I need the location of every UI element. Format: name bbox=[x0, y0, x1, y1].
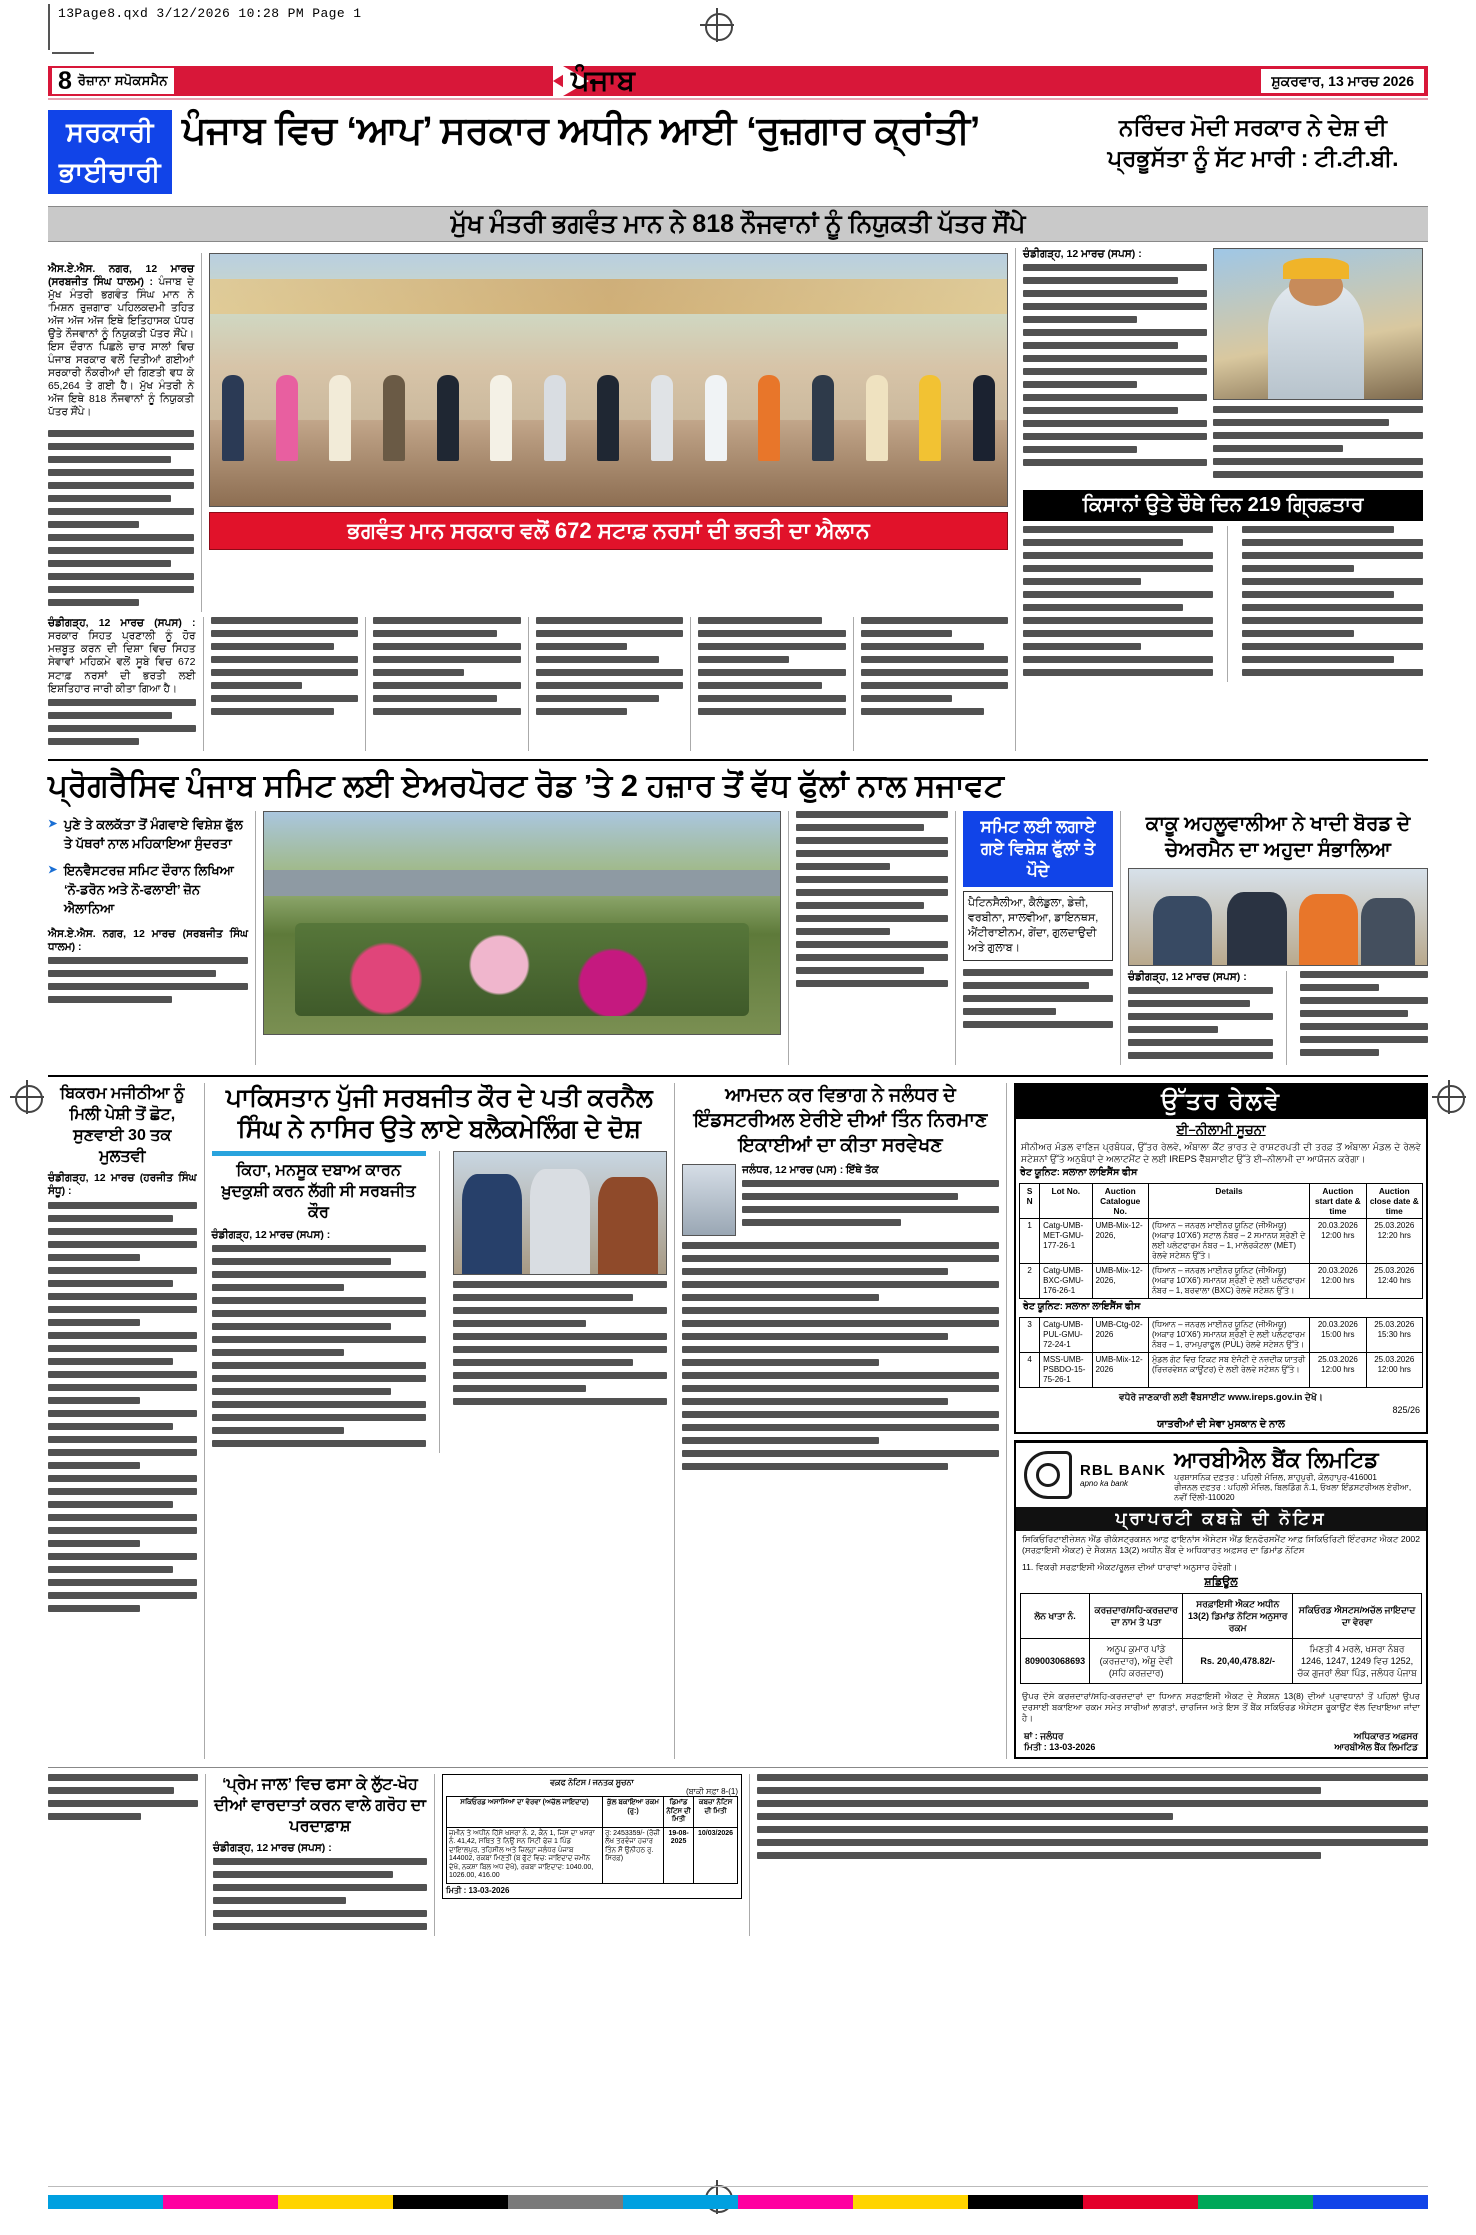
main-body-columns bbox=[48, 248, 1428, 751]
bank-col-borrower: ਕਰਜ਼ਦਾਰ/ਸਹਿ-ਕਰਜ਼ਦਾਰ ਦਾ ਨਾਮ ਤੇ ਪਤਾ bbox=[1090, 1594, 1183, 1639]
tender-col-start: Auction start date & time bbox=[1310, 1184, 1366, 1219]
table-row bbox=[1020, 1219, 1423, 1264]
red-banner-headline: ਭਗਵੰਤ ਮਾਨ ਸਰਕਾਰ ਵਲੋਂ 672 ਸਟਾਫ਼ ਨਰਸਾਂ ਦੀ ਭਰਤੀ ਦਾ ਐਲਾਨ bbox=[209, 512, 1008, 550]
bank-cell-account: 809003068693 bbox=[1021, 1639, 1090, 1684]
tender-cell-close: 25.03.2026 15:30 hrs bbox=[1366, 1318, 1422, 1353]
section-tag-line2: ਭਾਈਚਾਰੀ bbox=[58, 157, 162, 187]
color-patch-1 bbox=[163, 2195, 278, 2209]
kaku-photo bbox=[1128, 868, 1428, 966]
right-sidebar bbox=[1023, 248, 1423, 751]
kaku-headline: ਕਾਕੂ ਅਹਲੂਵਾਲੀਆ ਨੇ ਖਾਦੀ ਬੋਰਡ ਦੇ ਚੇਅਰਮੈਨ ਦਾ ਅਹੁਦਾ ਸੰਭਾਲਿਆ bbox=[1145, 813, 1411, 861]
tender-ref: 825/26 bbox=[1392, 1405, 1420, 1416]
tender-cell-details: (ਧਿਆਨ – ਜਨਰਲ ਮਾਈਨਰ ਯੂਨਿਟ (ਜੀਐਮਯੂ) (ਅਕਾਰ 10'X6') ਸਮਾਨਯ ਸ਼੍ਰੇਣੀ ਦੇ ਲਈ ਪਲੇਟਫਾਰਮ ਨੰਬਰ – 1, ਰਾਮਪੁਰਾਫੂਲ (PUL) ਰੇਲਵੇ ਸਟੇਸ਼ਨ ਉੱਤੇ। bbox=[1148, 1318, 1309, 1353]
tender-cell-start: 25.03.2026 12:00 hrs bbox=[1310, 1353, 1366, 1388]
color-patch-10 bbox=[1198, 2195, 1313, 2209]
lead-photo-wrap bbox=[209, 253, 1008, 612]
bank-header-row bbox=[1021, 1594, 1422, 1639]
registration-mark-top bbox=[700, 8, 734, 42]
tender-cell-cat: UMB-Mix-12-2026, bbox=[1092, 1264, 1148, 1299]
page-number: 8 bbox=[58, 66, 72, 95]
lead-lower-col-2 bbox=[211, 617, 359, 751]
incometax-story bbox=[682, 1083, 999, 1759]
premjal-headline: ‘ਪ੍ਰੇਮ ਜਾਲ’ ਵਿਚ ਫਸਾ ਕੇ ਲੁੱਟ-ਖੋਹ ਦੀਆਂ ਵਾਰਦਾਤਾਂ ਕਰਨ ਵਾਲੇ ਗਰੋਹ ਦਾ ਪਰਦਾਫ਼ਾਸ਼ bbox=[214, 1776, 426, 1836]
tender-cell-sn: 3 bbox=[1020, 1318, 1040, 1353]
classified-cell-asset: ਜ਼ਮੀਨ ਤੇ ਅਧੀਨ ਹਿੱਸੇ ਖਸਰਾ ਨੰ. 2, ਕੈਨ 1, ਜਿਸ ਦਾ ਖਸਰਾ ਨੰ. 41,42, ਸਥਿਤ ਤੇ ਨਿਉਂ ਸਨ ਸਿਟੀ ਫੇਜ਼ 1 ਪਿੰਡ ਦਾਇਾਲਪੁਰ, ਤਹਿਸੀਲ ਅਤੇ ਜ਼ਿਲ੍ਹਾ ਜਲੰਧਰ ਪੰਜਾਬ 144002, ਰਕਬਾ ਮਿਣਤੀ (ਬ ਫੁੱਟ ਵਿਚ: ਜਾਇਦਾਦ ਜ਼ਮੀਨ ਦੇਖੋ, ਨਕਸ਼ਾ ਬਿਲ ਅਧ ਦੇਖੋ), ਰਕਬਾ ਜਾਇਦਾਦ: 1040.00, 1026.00, 416.00 bbox=[447, 1827, 603, 1883]
tender-header-row bbox=[1020, 1184, 1423, 1219]
incometax-photo bbox=[682, 1164, 736, 1236]
summit-bullet-1: ➤ ਇਨਵੈਸਟਰਜ਼ ਸਮਿਟ ਦੌਰਾਨ ਲਿਖਿਆ ‘ਨੋ-ਡਰੋਨ ਅਤੇ ਨੋ-ਫਲਾਈ’ ਜ਼ੋਨ ਐਲਾਨਿਆ bbox=[48, 861, 248, 918]
color-patch-0 bbox=[48, 2195, 163, 2209]
summit-photo-wrap bbox=[263, 811, 781, 1065]
summit-dateline: ਐਸ.ਏ.ਐਸ. ਨਗਰ, 12 ਮਾਰਚ (ਸਰਬਜੀਤ ਸਿੰਘ ਧਾਲਮ) : bbox=[48, 928, 248, 954]
tender-cell-cat: UMB-Ctg-02-2026 bbox=[1092, 1318, 1148, 1353]
crop-mark-top-left bbox=[52, 52, 94, 54]
majithia-story bbox=[48, 1083, 197, 1759]
majithia-headline: ਬਿਕਰਮ ਮਜੀਠੀਆ ਨੂੰ ਮਿਲੀ ਪੇਸ਼ੀ ਤੋਂ ਛੋਟ, ਸੁਣਵਾਈ 30 ਤਕ ਮੁਲਤਵੀ bbox=[60, 1085, 185, 1166]
tender-cell-cat: UMB-Mix-12-2026 bbox=[1092, 1353, 1148, 1388]
newspaper-page bbox=[48, 58, 1428, 2168]
lead-photo-people bbox=[222, 375, 995, 461]
bank-amount-value: 20,40,478.82/- bbox=[1216, 1656, 1276, 1667]
secondary-headline: ਨਰਿੰਦਰ ਮੋਦੀ ਸਰਕਾਰ ਨੇ ਦੇਸ਼ ਦੀ ਪ੍ਰਭੂਸੱਤਾ ਨੂੰ ਸੱਟ ਮਾਰੀ : ਟੀ.ਟੀ.ਬੀ. bbox=[1107, 114, 1399, 171]
right-dateline: ਚੰਡੀਗੜ੍ਹ, 12 ਮਾਰਚ (ਸਪਸ) : bbox=[1023, 248, 1142, 260]
lead-filler-lines bbox=[48, 430, 194, 606]
pakistan-photo bbox=[453, 1151, 668, 1275]
classified-ad bbox=[442, 1774, 742, 1936]
summit-box-col bbox=[963, 811, 1113, 1065]
classified-col-possession: ਕਬਜ਼ਾ ਨੋਟਿਸ ਦੀ ਮਿਤੀ bbox=[694, 1797, 738, 1828]
registration-mark-left bbox=[10, 1080, 44, 1114]
classified-title: ਵਕ਼ਫ ਨੋਟਿਸ / ਜਨਤਕ ਸੂਚਨਾ bbox=[550, 1778, 634, 1788]
color-patch-6 bbox=[738, 2195, 853, 2209]
adverts-column bbox=[1014, 1083, 1428, 1759]
bank-signature-row bbox=[1016, 1727, 1426, 1757]
classified-cell-amount: ਰੁ: 2453359/- (ਰੋਜ਼ੀ ਲੱਖ ਤਰਵੰਜਾ ਹਜ਼ਾਰ ਤਿੰਨ ਸੌ ਉਨੀਹਠ ਰੁ. ਸਿਰਫ਼) bbox=[602, 1827, 663, 1883]
tender-table bbox=[1019, 1183, 1423, 1299]
bank-sign-org: ਆਰਬੀਐਲ ਬੈਂਕ ਲਿਮਟਿਡ bbox=[1334, 1742, 1418, 1753]
tender-col-close: Auction close date & time bbox=[1366, 1184, 1422, 1219]
table-row bbox=[1021, 1639, 1422, 1684]
lead-dateline: ਐਸ.ਏ.ਐਸ. ਨਗਰ, 12 ਮਾਰਚ (ਸਰਬਜੀਤ ਸਿੰਘ ਧਾਲਮ) : bbox=[48, 264, 194, 289]
summit-row bbox=[48, 811, 1428, 1065]
tender-cell-close: 25.03.2026 12:20 hrs bbox=[1366, 1219, 1422, 1264]
tender-footer-line: ਵਧੇਰੇ ਜਾਣਕਾਰੀ ਲਈ ਵੈੱਬਸਾਈਟ www.ireps.gov.in ਦੇਖੋ। bbox=[1119, 1392, 1323, 1403]
tender-cell-lot: Catg-UMB-BXC-GMU-176-26-1 bbox=[1040, 1264, 1092, 1299]
rbl-bank-ad bbox=[1014, 1440, 1428, 1759]
incometax-photo-col bbox=[682, 1164, 736, 1236]
summit-bullet-0: ➤ ਪੁਣੇ ਤੇ ਕਲਕੱਤਾ ਤੋਂ ਮੰਗਵਾਏ ਵਿਸ਼ੇਸ਼ ਫੁੱਲ ਤੇ ਪੱਥਰਾਂ ਨਾਲ ਮਹਿਕਾਇਆ ਸੁੰਦਰਤਾ bbox=[48, 815, 248, 853]
tender-cell-details: ਮੁੰਡਲ ਗੇਟ ਵਿਚ ਟਿਕਟ ਸਬ ਏਜੰਟੀ ਦੇ ਨਜ਼ਦੀਕ ਯਾਤਰੀ (ਰਿਜ਼ਰਵੇਸ਼ਨ ਕਾਊਂਟਰ) ਦੇ ਲਈ ਰੇਲਵੇ ਸਟੇਸ਼ਨ ਉੱਤੇ। bbox=[1148, 1353, 1309, 1388]
top-headline-zone bbox=[48, 108, 1428, 200]
masthead bbox=[48, 58, 1428, 102]
tender-cell-start: 20.03.2026 12:00 hrs bbox=[1310, 1264, 1366, 1299]
color-patch-5 bbox=[623, 2195, 738, 2209]
tender-title: ਉੱਤਰ ਰੇਲਵੇ bbox=[1016, 1085, 1426, 1119]
pakistan-subhead: ਕਿਹਾ, ਮਨਸੂਕ ਦਬਾਅ ਕਾਰਨ ਖ਼ੁਦਕੁਸ਼ੀ ਕਰਨ ਲੱਗੀ ਸੀ ਸਰਬਜੀਤ ਕੌਰ bbox=[221, 1162, 416, 1222]
classified-sign-date: ਮਿਤੀ : 13-03-2026 bbox=[446, 1885, 510, 1895]
printer-slug: 13Page8.qxd 3/12/2026 10:28 PM Page 1 bbox=[58, 6, 362, 21]
lead-body: ਪੰਜਾਬ ਦੇ ਮੁੱਖ ਮੰਤਰੀ ਭਗਵੰਤ ਸਿੰਘ ਮਾਨ ਨੇ ‘ਮਿਸ਼ਨ ਰੁਜ਼ਗਾਰ’ ਪਹਿਲਕਦਮੀ ਤਹਿਤ ਅੱਜ ਅੱਜ ਅੱਜ ਇਥੇ ਇਤਿਹਾਸਕ ਪੱਧਰ ਉਤੇ ਨੌਜਵਾਨਾਂ ਨੂੰ ਨਿਯੁਕਤੀ ਪੱਤਰ ਸੌਂਪੇ। ਇਸ ਦੌਰਾਨ ਪਿਛਲੇ ਚਾਰ ਸਾਲਾਂ ਵਿਚ ਪੰਜਾਬ ਸਰਕਾਰ ਵਲੋਂ ਦਿਤੀਆਂ ਗਈਆਂ ਸਰਕਾਰੀ ਨੌਕਰੀਆਂ ਦੀ ਗਿਣਤੀ ਵਧ ਕੇ 65,264 ਤੇ ਗਈ ਹੈ। ਮੁੱਖ ਮੰਤਰੀ ਨੇ ਅੱਜ ਇਥੇ 818 ਨੌਜਵਾਨਾਂ ਨੂੰ ਨਿਯੁਕਤੀ ਪੱਤਰ ਸੌਂਪੇ। bbox=[48, 277, 194, 419]
summit-box-title: ਸਮਿਟ ਲਈ ਲਗਾਏ ਗਏ ਵਿਸ਼ੇਸ਼ ਫੁੱਲਾਂ ਤੇ ਪੌਦੇ bbox=[963, 811, 1113, 887]
tender-cell-close: 25.03.2026 12:40 hrs bbox=[1366, 1264, 1422, 1299]
bank-name-punjabi: ਆਰਬੀਐਲ ਬੈਂਕ ਲਿਮਟਿਡ bbox=[1174, 1447, 1379, 1473]
tender-cell-sn: 4 bbox=[1020, 1353, 1040, 1388]
classified-cell-demand: 19-08-2025 bbox=[664, 1827, 694, 1883]
kaku-story bbox=[1128, 811, 1428, 1065]
section-tag-line1: ਸਰਕਾਰੀ bbox=[66, 117, 154, 147]
railway-tender-ad bbox=[1014, 1083, 1428, 1434]
slug-rule bbox=[48, 4, 50, 50]
bank-address-1: ਪ੍ਰਸ਼ਾਸਨਿਕ ਦਫ਼ਤਰ : ਪਹਿਲੀ ਮੰਜ਼ਿਲ, ਸ਼ਾਹੁਪੁਰੀ, ਕੋਲਹਾਪੁਰ-416001 bbox=[1174, 1473, 1377, 1483]
classified-ref: (ਬਾਕੀ ਸਫ਼ਾ 8-(1) bbox=[685, 1787, 738, 1797]
color-patch-7 bbox=[853, 2195, 968, 2209]
tender-col-lot: Lot No. bbox=[1040, 1184, 1092, 1219]
bank-sign-name: ਅਧਿਕਾਰਤ ਅਫ਼ਸਰ bbox=[1353, 1731, 1418, 1742]
bank-col-account: ਲੋਨ ਖਾਤਾ ਨੰ. bbox=[1021, 1594, 1090, 1639]
classified-header-row bbox=[447, 1797, 738, 1828]
color-patch-2 bbox=[278, 2195, 393, 2209]
classified-col-asset: ਸਕਿਓਰਡ ਅਸਾਸਿਆਂ ਦਾ ਵੇਰਵਾ (ਅਚੱਲ ਜਾਇਦਾਦ) bbox=[447, 1797, 603, 1828]
registration-mark-right bbox=[1432, 1080, 1466, 1114]
tender-table-2 bbox=[1019, 1317, 1423, 1388]
summit-section bbox=[48, 759, 1428, 1065]
summit-bullets-col bbox=[48, 811, 248, 1065]
tender-rate-unit-1: ਰੇਟ ਯੂਨਿਟ: ਸਲਾਨਾ ਲਾਇਸੈਂਸ ਫੀਸ bbox=[1020, 1167, 1138, 1179]
right-photo-cm bbox=[1213, 248, 1423, 400]
lead-story-block bbox=[48, 248, 1008, 751]
pakistan-right bbox=[453, 1151, 668, 1453]
bank-amount-label: Rs. bbox=[1200, 1656, 1215, 1667]
table-row bbox=[1020, 1264, 1423, 1299]
right-photo-wrap bbox=[1213, 248, 1423, 484]
red-story-dateline: ਚੰਡੀਗੜ੍ਹ, 12 ਮਾਰਚ (ਸਪਸ) : bbox=[48, 616, 196, 629]
tender-cell-sn: 1 bbox=[1020, 1219, 1040, 1264]
color-patch-8 bbox=[968, 2195, 1083, 2209]
lead-top-row bbox=[48, 253, 1008, 612]
lead-lower-col-4 bbox=[536, 617, 684, 751]
lead-lower-columns bbox=[48, 617, 1008, 751]
tender-col-sn: S N bbox=[1020, 1184, 1040, 1219]
pakistan-dateline: ਚੰਡੀਗੜ੍ਹ, 12 ਮਾਰਚ (ਸਪਸ) : bbox=[211, 1229, 331, 1242]
paper-name: ਰੋਜ਼ਾਨਾ ਸਪੋਕਸਮੈਨ bbox=[77, 73, 168, 88]
summit-photo bbox=[263, 811, 781, 1035]
red-story-body: ਸਰਕਾਰ ਸਿਹਤ ਪ੍ਰਣਾਲੀ ਨੂੰ ਹੋਰ ਮਜ਼ਬੂਤ ਕਰਨ ਦੀ ਦਿਸ਼ਾ ਵਿਚ ਸਿਹਤ ਸੇਵਾਵਾਂ ਮਹਿਕਮੇ ਵਲੋਂ ਸੂਬੇ ਵਿਚ 672 ਸਟਾਫ਼ ਨਰਸਾਂ ਦੀ ਭਰਤੀ ਲਈ ਇਸ਼ਤਿਹਾਰ ਜਾਰੀ ਕੀਤਾ ਗਿਆ ਹੈ। bbox=[48, 629, 196, 695]
bank-cell-asset: ਮਿਣਤੀ 4 ਮਰਲੇ, ਖਸਰਾ ਨੰਬਰ 1246, 1247, 1249 ਵਿਚ 1252, ਚੱਕ ਗੁਜਰਾਂ ਲੰਬਾ ਪਿੰਡ, ਜਲੰਧਰ ਪੰਜਾਬ bbox=[1293, 1639, 1422, 1684]
bank-schedule-label: ਸ਼ਡਿਊਲ bbox=[1204, 1576, 1238, 1589]
arrest-subhead: ਕਿਸਾਨਾਂ ਉਤੇ ਚੌਥੇ ਦਿਨ 219 ਗ੍ਰਿਫ਼ਤਾਰ bbox=[1023, 490, 1423, 521]
table-row bbox=[1020, 1353, 1423, 1388]
rbl-logo-icon bbox=[1024, 1451, 1072, 1499]
bank-brand: RBL BANK bbox=[1080, 1462, 1167, 1480]
bank-address-2: ਰੀਜਨਲ ਦਫ਼ਤਰ : ਪਹਿਲੀ ਮੰਜ਼ਿਲ, ਬਿਲਡਿੰਗ ਨੰ.1, ਓਖਲਾ ਇੰਡਸਟਰੀਅਲ ਏਰੀਆ, ਨਵੀਂ ਦਿੱਲੀ-110020 bbox=[1174, 1483, 1412, 1503]
bank-cell-amount bbox=[1183, 1639, 1293, 1684]
tender-cell-lot: Catg-UMB-MET-GMU-177-26-1 bbox=[1040, 1219, 1092, 1264]
color-registration-strip bbox=[48, 2195, 1428, 2209]
tender-cell-sn: 2 bbox=[1020, 1264, 1040, 1299]
masthead-red-band bbox=[48, 66, 1428, 96]
bank-note: ਉਪਰ ਦੱਸੇ ਕਰਜ਼ਦਾਰਾਂ/ਸਹਿ-ਕਰਜ਼ਦਾਰਾਂ ਦਾ ਧਿਆਨ ਸਰਫ਼ਾਇਸੀ ਐਕਟ ਦੇ ਸੈਕਸ਼ਨ 13(8) ਦੀਆਂ ਪ੍ਰਾਵਧਾਨਾਂ ਤੋਂ ਪਹਿਲਾਂ ਉਪਰ ਦਰਸਾਈ ਬਕਾਇਆ ਰਕਮ ਸਮੇਤ ਸਾਰੀਆਂ ਲਾਗਤਾਂ, ਚਾਰਜਿਜ ਅਤੇ ਇਸ ਤੋਂ ਬੈਂਕ ਸਕਿਓਰਡ ਐਸੇਟਸ ਰੂਕਾਉਂਟ ਵੱਲ ਦਿਖਾਇਆ ਜਾਂਦਾ ਹੈ। bbox=[1022, 1691, 1420, 1724]
premjal-dateline: ਚੰਡੀਗੜ੍ਹ, 12 ਮਾਰਚ (ਸਪਸ) : bbox=[213, 1842, 332, 1855]
masthead-underline bbox=[48, 98, 1428, 100]
table-row bbox=[1020, 1318, 1423, 1353]
tender-col-details: Details bbox=[1148, 1184, 1309, 1219]
bank-schedule-table bbox=[1020, 1593, 1422, 1684]
color-patch-3 bbox=[393, 2195, 508, 2209]
tender-cell-close: 25.03.2026 12:00 hrs bbox=[1366, 1353, 1422, 1388]
pakistan-headline: ਪਾਕਿਸਤਾਨ ਪੁੱਜੀ ਸਰਬਜੀਤ ਕੌਰ ਦੇ ਪਤੀ ਕਰਨੈਲ ਸਿੰਘ ਨੇ ਨਾਸਿਰ ਉਤੇ ਲਾਏ ਬਲੈਕਮੇਲਿੰਗ ਦੇ ਦੋਸ਼ bbox=[225, 1084, 653, 1144]
incometax-headline: ਆਮਦਨ ਕਰ ਵਿਭਾਗ ਨੇ ਜਲੰਧਰ ਦੇ ਇੰਡਸਟਰੀਅਲ ਏਰੀਏ ਦੀਆਂ ਤਿੰਨ ਨਿਰਮਾਣ ਇਕਾਈਆਂ ਦਾ ਕੀਤਾ ਸਰਵੇਖਣ bbox=[693, 1085, 988, 1157]
lower-half bbox=[48, 1075, 1428, 1759]
bank-sign-place: ਥਾਂ : ਜਲੰਧਰ bbox=[1024, 1731, 1064, 1742]
incometax-dateline: ਜਲੰਧਰ, 12 ਮਾਰਚ (ਪਸ) : ਇੱਥੇ ਤੱਕ bbox=[742, 1164, 879, 1177]
tender-cell-lot: Catg-UMB-PUL-GMU-72-24-1 bbox=[1040, 1318, 1092, 1353]
main-headline: ਪੰਜਾਬ ਵਿਚ ‘ਆਪ’ ਸਰਕਾਰ ਅਧੀਨ ਆਈ ‘ਰੁਜ਼ਗਾਰ ਕ੍ਰਾਂਤੀ’ bbox=[182, 110, 981, 152]
lead-lower-col-6 bbox=[861, 617, 1009, 751]
lead-text-column bbox=[48, 253, 194, 612]
bank-col-asset: ਸਕਿਓਰਡ ਐਸਟਸ/ਅਚੱਲ ਜਾਇਦਾਦ ਦਾ ਵੇਰਵਾ bbox=[1293, 1594, 1422, 1639]
tender-footer-strap: ਯਾਤਰੀਆਂ ਦੀ ਸੇਵਾ ਮੁਸਕਾਨ ਦੇ ਨਾਲ bbox=[1157, 1419, 1285, 1431]
arrest-body-cols bbox=[1023, 526, 1423, 682]
tender-subtitle: ਈ–ਨੀਲਾਮੀ ਸੂਚਨਾ bbox=[1176, 1122, 1266, 1138]
classified-col-amount: ਕੁੱਲ ਬਕਾਇਆ ਰਕਮ (ਰੁ:) bbox=[602, 1797, 663, 1828]
kaku-dateline: ਚੰਡੀਗੜ੍ਹ, 12 ਮਾਰਚ (ਸਪਸ) : bbox=[1128, 971, 1247, 983]
tender-intro: ਸੀਨੀਅਰ ਮੰਡਲ ਵਾਣਿਜ ਪ੍ਰਬੰਧਕ, ਉੱਤਰ ਰੇਲਵੇ, ਅੰਬਾਲਾ ਕੈਂਟ ਭਾਰਤ ਦੇ ਰਾਸ਼ਟਰਪਤੀ ਦੀ ਤਰਫ਼ ਤੋਂ ਅੰਬਾਲਾ ਮੰਡਲ ਦੇ ਰੇਲਵੇ ਸਟੇਸ਼ਨਾਂ ਉੱਤੇ ਅਨੁਬੰਧਾਂ ਦੇ ਅਲਾਟਮੈਂਟ ਦੇ ਲਈ IREPS ਵੈੱਬਸਾਈਟ ਉੱਤੇ ਈ–ਨੀਲਾਮੀ ਦਾ ਆਯੋਜਨ ਕਰੇਗਾ। bbox=[1021, 1142, 1421, 1165]
bank-col-amount: ਸਰਫ਼ਾਇਸੀ ਐਕਟ ਅਧੀਨ 13(2) ਡਿਮਾਂਡ ਨੋਟਿਸ ਅਨੁਸਾਰ ਰਕਮ bbox=[1183, 1594, 1293, 1639]
tender-cell-lot: MSS-UMB-PSBDO-15-75-26-1 bbox=[1040, 1353, 1092, 1388]
summit-text-cols bbox=[796, 811, 1113, 1065]
table-row bbox=[447, 1827, 738, 1883]
color-patch-11 bbox=[1313, 2195, 1428, 2209]
summit-headline: ਪ੍ਰੋਗਰੈਸਿਵ ਪੰਜਾਬ ਸਮਿਟ ਲਈ ਏਅਰਪੋਰਟ ਰੋਡ ’ਤੇ 2 ਹਜ਼ਾਰ ਤੋਂ ਵੱਧ ਫੁੱਲਾਂ ਨਾਲ ਸਜਾਵਟ bbox=[48, 768, 1005, 803]
majithia-dateline: ਚੰਡੀਗੜ੍ਹ, 12 ਮਾਰਚ (ਹਰਜੀਤ ਸਿੰਘ ਸੰਧੂ) : bbox=[48, 1172, 197, 1198]
classified-cell-possession: 10/03/2026 bbox=[694, 1827, 738, 1883]
tender-cell-start: 20.03.2026 15:00 hrs bbox=[1310, 1318, 1366, 1353]
tender-cell-details: (ਧਿਆਨ – ਜਨਰਲ ਮਾਈਨਰ ਯੂਨਿਟ (ਜੀਐਮਯੂ) (ਅਕਾਰ 10'X6') ਸਮਾਨਯ ਸ਼੍ਰੇਣੀ ਦੇ ਲਈ ਪਲੇਟਫਾਰਮ ਨੰਬਰ – 1, ਬਰਵਾਲਾ (BXC) ਰੇਲਵੇ ਸਟੇਸ਼ਨ ਉੱਤੇ। bbox=[1148, 1264, 1309, 1299]
pakistan-left bbox=[212, 1151, 426, 1453]
color-patch-4 bbox=[508, 2195, 623, 2209]
bank-sign-date: ਮਿਤੀ : 13-03-2026 bbox=[1024, 1742, 1096, 1753]
lead-lower-col-5 bbox=[698, 617, 846, 751]
bank-clause-11: 11. ਵਿਕਰੀ ਸਰਫ਼ਾਇਸੀ ਐਕਟ/ਰੂਲਜ਼ ਦੀਆਂ ਧਾਰਾਵਾਂ ਅਨੁਸਾਰ ਹੋਵੇਗੀ। bbox=[1022, 1562, 1238, 1573]
pakistan-story bbox=[212, 1083, 668, 1759]
classified-table bbox=[446, 1796, 738, 1884]
bank-brand-tagline: apno ka bank bbox=[1080, 1479, 1129, 1489]
tender-col-cat: Auction Catalogue No. bbox=[1092, 1184, 1148, 1219]
bank-notice-band: ਪ੍ਰਾਪਰਟੀ ਕਬਜ਼ੇ ਦੀ ਨੋਟਿਸ bbox=[1016, 1507, 1426, 1531]
lead-lower-col-3 bbox=[373, 617, 521, 751]
tender-cell-details: (ਧਿਆਨ – ਜਨਰਲ ਮਾਈਨਰ ਯੂਨਿਟ (ਜੀਐਮਯੂ) (ਅਕਾਰ 10'X6') ਸਟਾਲ ਨੰਬਰ – 2 ਸਮਾਨਯ ਸ਼੍ਰੇਣੀ ਦੇ ਲਈ ਪਲੇਟਫਾਰਮ ਨੰਬਰ – 1, ਮਾਲੇਰਕੋਟਲਾ (MET) ਰੇਲਵੇ ਸਟੇਸ਼ਨ ਉੱਤੇ। bbox=[1148, 1219, 1309, 1264]
right-col-text bbox=[1023, 248, 1207, 484]
summit-bullet-list bbox=[48, 815, 248, 918]
bank-header bbox=[1016, 1442, 1426, 1507]
classified-col-demand: ਡਿਮਾਂਡ ਨੋਟਿਸ ਦੀ ਮਿਤੀ bbox=[664, 1797, 694, 1828]
tender-cell-start: 20.03.2026 12:00 hrs bbox=[1310, 1219, 1366, 1264]
tender-rate-unit-2: ਰੇਟ ਯੂਨਿਟ: ਸਲਾਨਾ ਲਾਇਸੈਂਸ ਫੀਸ bbox=[1023, 1301, 1141, 1313]
right-top-row bbox=[1023, 248, 1423, 484]
bottom-rule bbox=[48, 2186, 1428, 2187]
color-patch-9 bbox=[1083, 2195, 1198, 2209]
premjal-story bbox=[213, 1774, 427, 1936]
bottom-strip bbox=[48, 1767, 1428, 1936]
bank-cell-borrower: ਅਨੂਪ ਕੁਮਾਰ ਪਾਂਡੇ (ਕਰਜ਼ਦਾਰ), ਅੰਸ਼ੂ ਦੇਵੀ (ਸਹਿ ਕਰਜ਼ਦਾਰ) bbox=[1090, 1639, 1183, 1684]
page-number-box bbox=[50, 66, 176, 96]
section-title: ਪੰਜਾਬ bbox=[570, 65, 636, 97]
summit-box-body: ਪੈਟਿਨਸੈਲੀਆ, ਕੈਲੰਡੁਲਾ, ਡੇਜ਼ੀ, ਵਰਬੀਨਾ, ਸਾਲਵੀਆ, ਡਾਇਨਥਸ, ਐਂਟੀਰਾਈਨਮ, ਗੇਂਦਾ, ਗੁਲਦਾਉਦੀ ਅਤੇ ਗੁਲਾਬ। bbox=[963, 891, 1113, 961]
lead-photo bbox=[209, 253, 1008, 507]
bank-act-text: ਸਿਕਿਓਰਿਟਾਈਜ਼ੇਸ਼ਨ ਐਂਡ ਰੀਕੰਸਟ੍ਰਕਸ਼ਨ ਆਫ਼ ਫਾਇਨਾਂਸ ਐਸੇਟਸ ਐਂਡ ਇਨਫੋਰਸਮੈਂਟ ਆਫ਼ ਸਿਕਿਓਰਿਟੀ ਇੰਟਰਸਟ ਐਕਟ 2002 (ਸਰਫ਼ਾਇਸੀ ਐਕਟ) ਦੇ ਸੈਕਸ਼ਨ 13(2) ਅਧੀਨ ਬੈਂਕ ਦੇ ਅਧਿਕਾਰਤ ਅਫ਼ਸਰ ਦਾ ਡਿਮਾਂਡ ਨੋਟਿਸ bbox=[1022, 1534, 1420, 1556]
tender-cell-cat: UMB-Mix-12-2026, bbox=[1092, 1219, 1148, 1264]
section-tag-badge bbox=[48, 110, 172, 194]
issue-date: ਸ਼ੁਕਰਵਾਰ, 13 ਮਾਰਚ 2026 bbox=[1259, 67, 1426, 95]
grey-subheadline-banner: ਮੁੱਖ ਮੰਤਰੀ ਭਗਵੰਤ ਮਾਨ ਨੇ 818 ਨੌਜਵਾਨਾਂ ਨੂੰ ਨਿਯੁਕਤੀ ਪੱਤਰ ਸੌਂਪੇ bbox=[48, 206, 1428, 242]
lead-lower-col-1 bbox=[48, 617, 196, 751]
